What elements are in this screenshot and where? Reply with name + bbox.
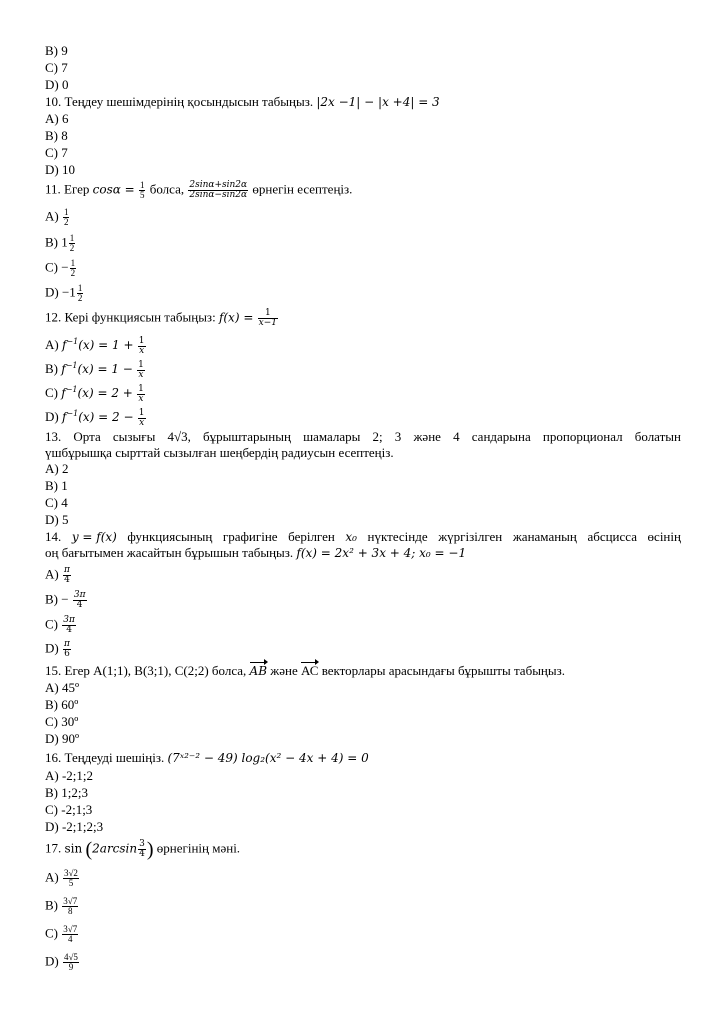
q16-option-d: D) -2;1;2;3	[45, 819, 104, 834]
q11-a-frac: $\frac{1}{2}$	[63, 207, 69, 227]
vector-ab: 𝐴𝐵	[249, 664, 268, 678]
q14-option-c: C) $\frac{\text{3𝜋}}{4}$	[45, 615, 75, 635]
q12-text: 12. Кері функциясын табыңыз:	[45, 309, 216, 325]
q13-question-line1: 13. Орта сызығы 4√3, бұрыштарының шамалары 2; 3 және 4 сандарына пропорционал болатын	[45, 429, 681, 444]
q12-option-a: A) 𝑓$^{-1}$(𝑥) = 1 + $\frac{1}{\text{𝑥}}$	[45, 335, 145, 356]
q11-option-c: C) − $\frac{1}{2}$	[45, 258, 76, 278]
q11-question	[45, 181, 352, 200]
q12-option-b: B) 𝑓$^{-1}$(𝑥) = 1 − $\frac{1}{\text{𝑥}}$	[45, 359, 144, 380]
q13-question-line2: үшбұрышқа сырттай сызылған шеңбердің радиусын есептеңіз.	[45, 445, 394, 460]
q11-expression: $\frac{\text{2𝑠𝑖𝑛𝛼+𝑠𝑖𝑛2𝛼}}{\text{2𝑠𝑖𝑛𝛼−𝑠𝑖𝑛2𝛼}}$	[189, 180, 248, 200]
q13-option-c: C) 4	[45, 495, 68, 510]
q11-option-b: B) 1 $\frac{1}{2}$	[45, 233, 75, 253]
q16-option-c: C) -2;1;3	[45, 802, 93, 817]
q12-question	[45, 309, 279, 328]
q13-option-d: D) 5	[45, 512, 69, 527]
q9-option-d: D) 0	[45, 77, 69, 92]
q11-lead: 11. Егер	[45, 181, 90, 197]
q12-frac: $\frac{1}{\text{𝑥−1}}$	[258, 308, 277, 328]
q10-question	[45, 94, 440, 110]
q14-question-line1: 14. 𝑦 = 𝑓(𝑥) функциясының графигіне берілген 𝑥₀ нүктесінде жүргізілген жанаманың абсцисса өсінің	[45, 529, 681, 544]
q17-option-c: C) $\frac{3√7}{4}$	[45, 924, 78, 944]
q17-question: 17. sin (2𝑎𝑟𝑐𝑠𝑖𝑛 $\frac{3}{4}$ ) өрнегінің мәні.	[45, 838, 241, 861]
q17-option-a: A) $\frac{3√2}{5}$	[45, 868, 78, 888]
q16-question: 16. Теңдеуді шешіңіз. (7ˣ²⁻² − 49) log₂(𝑥² − 4𝑥 + 4) = 0	[45, 750, 369, 765]
q14-option-a: A) $\frac{\text{𝜋}}{4}$	[45, 565, 70, 585]
q14-option-d: D) $\frac{\text{𝜋}}{6}$	[45, 639, 70, 659]
q15-question: 15. Егер А(1;1), В(3;1), С(2;2) болса, 𝐴𝐵 және АС векторлары арасындағы бұрышты табыңыз.	[45, 663, 566, 678]
q17-option-b: B) $\frac{3√7}{8}$	[45, 896, 78, 916]
q12-option-d: D) 𝑓$^{-1}$(𝑥) = 2 − $\frac{1}{\text{𝑥}}$	[45, 407, 145, 428]
q14-option-b: B) − $\frac{\text{3𝜋}}{4}$	[45, 590, 86, 610]
q11-option-a: A) $\frac{1}{2}$	[45, 207, 69, 227]
q15-option-c: C) 30º	[45, 714, 79, 729]
q14-question-line2: оң бағытымен жасайтын бұрышын табыңыз. 𝑓(𝑥) = 2𝑥² + 3𝑥 + 4; 𝑥₀ = −1	[45, 545, 467, 560]
q11-c-frac: $\frac{1}{2}$	[70, 258, 76, 278]
q15-option-b: B) 60º	[45, 697, 79, 712]
q17-option-d: D) $\frac{4√5}{9}$	[45, 952, 78, 972]
q16-equation: (7ˣ²⁻² − 49) log₂(𝑥² − 4𝑥 + 4) = 0	[167, 751, 369, 765]
vector-ac: АС	[301, 663, 319, 678]
q12-option-c: C) 𝑓$^{-1}$(𝑥) = 2 + $\frac{1}{\text{𝑥}}$	[45, 383, 144, 404]
q9-option-c: C) 7	[45, 60, 68, 75]
q11-mid: болса,	[149, 181, 185, 197]
q16-option-b: B) 1;2;3	[45, 785, 88, 800]
q14-equation: 𝑓(𝑥) = 2𝑥² + 3𝑥 + 4; 𝑥₀ = −1	[296, 546, 467, 560]
q11-b-frac: $\frac{1}{2}$	[69, 233, 75, 253]
q11-one-fifth: $\frac{1}{5}$	[139, 180, 145, 200]
q11-option-d: D) −1 $\frac{1}{2}$	[45, 283, 83, 303]
q10-option-b: B) 8	[45, 128, 68, 143]
q10-equation: |2𝑥 −1| − |𝑥 +4| = 3	[316, 95, 440, 109]
q11-tail: өрнегін есептеңіз.	[252, 181, 353, 197]
q13-option-a: A) 2	[45, 461, 69, 476]
q13-option-b: B) 1	[45, 478, 68, 493]
q12-fx: 𝑓(𝑥) =	[218, 310, 254, 325]
q15-option-a: A) 45º	[45, 680, 79, 695]
q15-option-d: D) 90º	[45, 731, 79, 746]
q10-option-a: A) 6	[45, 111, 69, 126]
q10-option-d: D) 10	[45, 162, 75, 177]
q9-option-b: B) 9	[45, 43, 68, 58]
q16-option-a: A) -2;1;2	[45, 768, 94, 783]
q10-text: 10. Теңдеу шешімдерінің қосындысын табыңыз.	[45, 94, 314, 109]
q11-cos: 𝑐𝑜𝑠𝛼 =	[92, 182, 135, 197]
q11-d-frac: $\frac{1}{2}$	[77, 283, 83, 303]
q10-option-c: C) 7	[45, 145, 68, 160]
